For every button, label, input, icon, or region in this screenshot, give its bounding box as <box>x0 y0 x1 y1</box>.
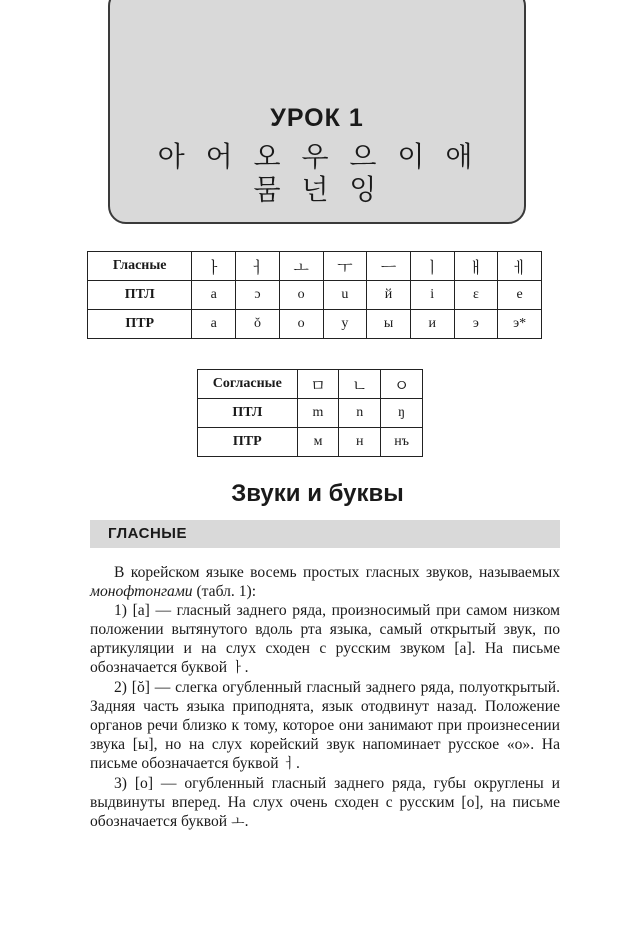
consonant-letter: ㄴ <box>339 370 381 399</box>
table-cell: m <box>297 399 339 428</box>
text-run: . <box>295 755 300 772</box>
row-label: ПТР <box>88 310 192 339</box>
vowel-letter: ㅓ <box>236 252 280 281</box>
subheading-label: ГЛАСНЫЕ <box>108 525 187 542</box>
korean-letter: ㅓ <box>282 756 296 772</box>
table-cell: u <box>323 281 367 310</box>
consonants-header-row <box>198 370 423 399</box>
text-run: 1) [а] — гласный заднего ряда, произносимый при самом низком положении вытянутого вдоль рта языка, самый открытый звук, по артикуляции и на слух сходен с русским звуком [а]. На письме обозначается буквой <box>90 602 560 676</box>
vowels-header-label: Гласные <box>88 252 192 281</box>
table-cell: й <box>367 281 411 310</box>
table-cell: ŋ <box>381 399 423 428</box>
row-label: ПТР <box>198 428 298 457</box>
lesson-korean-line-2: 뭄 넌 잉 <box>253 173 381 206</box>
table-cell: ы <box>367 310 411 339</box>
text-run: (табл. 1): <box>192 583 257 600</box>
text-run: 3) [о] — огубленный гласный заднего ряда, губы округлены и выдвинуты вперед. На слух очень сходен с русским [о], на письме обозначается буквой <box>90 775 560 830</box>
paragraph-vowel-a <box>90 601 560 678</box>
table-cell: n <box>339 399 381 428</box>
vowel-letter: ㅏ <box>192 252 236 281</box>
vowel-letter: ㅔ <box>498 252 542 281</box>
lesson-title: УРОК 1 <box>270 104 364 132</box>
consonant-letter: ㅁ <box>297 370 339 399</box>
table-cell: e <box>498 281 542 310</box>
body-text <box>90 563 560 832</box>
table-cell: i <box>410 281 454 310</box>
consonants-table <box>197 369 423 457</box>
vowels-ptl-row <box>88 281 542 310</box>
italic-term: монофтонгами <box>90 583 193 600</box>
table-cell: нъ <box>381 428 423 457</box>
vowel-letter: ㅗ <box>279 252 323 281</box>
text-run: 2) [ŏ] — слегка огубленный гласный заднего ряда, полуоткрытый. Задняя часть языка приподнята, язык отодвинут назад. Положение органов речи близко к тому, которое они занимают при произнесении звука [ы], но на слух корейский звук напоминает русское «о». На письме обозначается буквой <box>90 679 560 772</box>
consonants-ptr-row <box>198 428 423 457</box>
lesson-header-box <box>108 0 526 224</box>
row-label: ПТЛ <box>88 281 192 310</box>
korean-letter: ㅗ <box>231 814 245 830</box>
vowels-ptr-row <box>88 310 542 339</box>
vowels-header-row <box>88 252 542 281</box>
table-cell: a <box>192 281 236 310</box>
text-run: . <box>244 813 249 830</box>
korean-letter: ㅏ <box>231 660 245 676</box>
consonants-header-label: Согласные <box>198 370 298 399</box>
vowel-letter: ㅐ <box>454 252 498 281</box>
row-label: ПТЛ <box>198 399 298 428</box>
consonant-letter: ㅇ <box>381 370 423 399</box>
text-run: . <box>244 659 249 676</box>
vowel-letter: ㅜ <box>323 252 367 281</box>
table-cell: o <box>279 281 323 310</box>
table-cell: а <box>192 310 236 339</box>
table-cell: э <box>454 310 498 339</box>
table-cell: ŏ <box>236 310 280 339</box>
table-cell: ε <box>454 281 498 310</box>
section-title: Звуки и буквы <box>231 480 404 507</box>
lesson-korean-line-1: 아 어 오 우 으 이 애 <box>157 140 477 173</box>
paragraph-intro <box>90 563 560 601</box>
vowels-table <box>87 251 542 339</box>
subheading-bar <box>90 520 560 548</box>
consonants-ptl-row <box>198 399 423 428</box>
table-cell: ɔ <box>236 281 280 310</box>
vowel-letter: ㅡ <box>367 252 411 281</box>
table-cell: и <box>410 310 454 339</box>
paragraph-vowel-o <box>90 774 560 832</box>
table-cell: м <box>297 428 339 457</box>
table-cell: э* <box>498 310 542 339</box>
table-cell: у <box>323 310 367 339</box>
text-run: В корейском языке восемь простых гласных звуков, называемых <box>114 564 560 581</box>
table-cell: о <box>279 310 323 339</box>
table-cell: н <box>339 428 381 457</box>
paragraph-vowel-eo <box>90 678 560 774</box>
vowel-letter: ㅣ <box>410 252 454 281</box>
